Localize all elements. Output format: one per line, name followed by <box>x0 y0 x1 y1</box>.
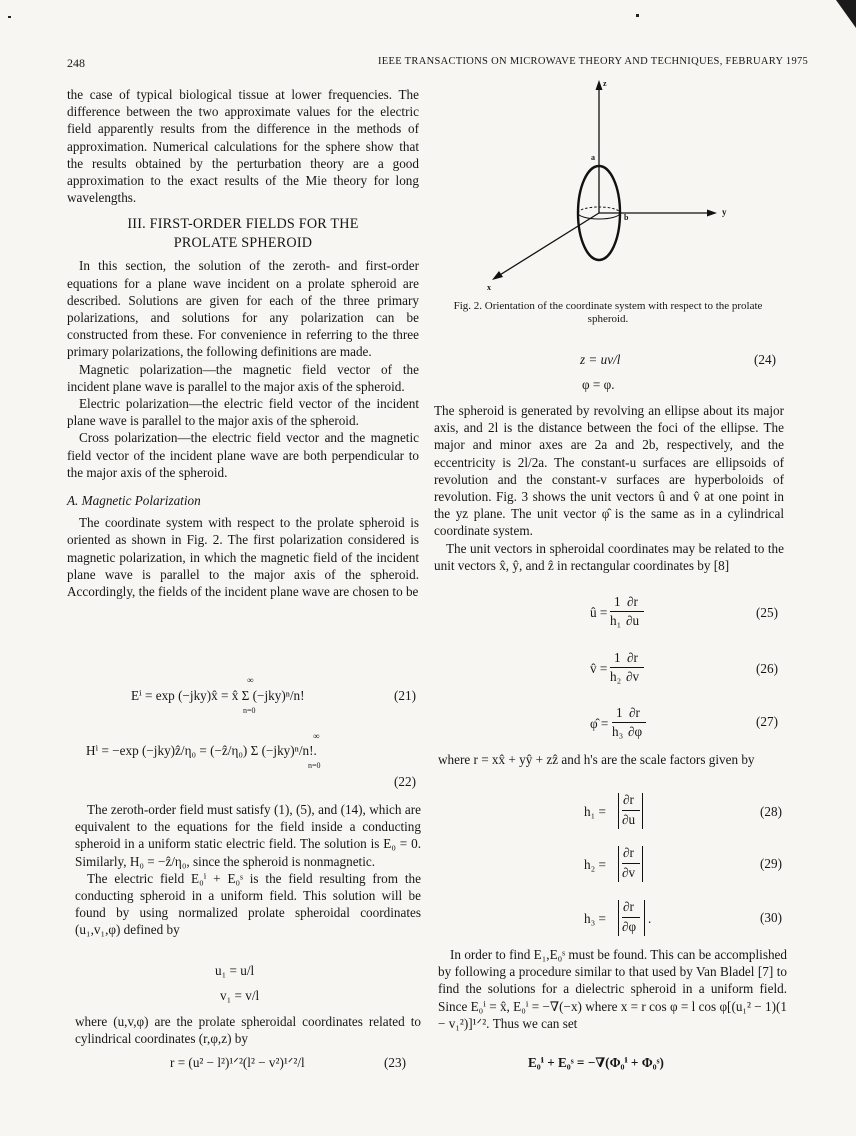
scan-mark-edge-right <box>836 0 856 28</box>
page-number: 248 <box>67 56 85 70</box>
eq30-bar-right <box>644 900 645 936</box>
section-title-line-1: III. FIRST-ORDER FIELDS FOR THE <box>127 216 359 233</box>
eq25-dr: ∂r <box>627 594 638 609</box>
eq30-frac-line <box>622 917 640 918</box>
sum-lower-21: n=0 <box>243 706 256 715</box>
eq26-dr: ∂r <box>627 650 638 665</box>
equation-u1: u₁ = u/l <box>215 963 255 978</box>
right-column-lower <box>438 946 787 1032</box>
eq27-denominator: h₃ <box>612 724 624 739</box>
equation-22: Hⁱ = −exp (−jky)ẑ/η₀ = (−ẑ/η₀) Σ (−jky)ⁿ/n!. <box>86 743 317 758</box>
axis-label-x: x <box>487 283 491 292</box>
sum-upper-21: ∞ <box>247 675 254 685</box>
axis-label-y: y <box>722 207 727 217</box>
eq26-frac-top: 1 <box>614 650 621 665</box>
sum-upper-22: ∞ <box>313 731 320 741</box>
eq26-lhs: v̂ = <box>590 661 608 676</box>
eq29-dr: ∂r <box>623 845 634 860</box>
equation-number-21: (21) <box>394 688 416 703</box>
eq25-frac-top: 1 <box>614 594 621 609</box>
semi-axis-label-b: b <box>624 213 629 222</box>
eq28-frac-line <box>622 810 640 811</box>
eq25-frac-line <box>610 611 644 612</box>
equation-number-26: (26) <box>756 661 778 676</box>
spheroid-equator-front <box>578 213 620 219</box>
equation-21: Eⁱ = exp (−jky)x̂ = x̂ Σ (−jky)ⁿ/n! <box>131 688 305 703</box>
figure-caption: Fig. 2. Orientation of the coordinate system with respect to the prolate spheroid. <box>453 300 763 325</box>
equation-23: r = (u² − l²)¹ᐟ²(l² − v²)¹ᐟ²/l <box>170 1055 305 1070</box>
eq28-dr: ∂r <box>623 792 634 807</box>
equation-number-24: (24) <box>754 352 776 367</box>
eq25-denominator: h₁ <box>610 613 622 628</box>
eq27-lhs: φ̂ = <box>590 716 609 731</box>
eq25-du: ∂u <box>626 613 640 628</box>
y-axis-arrow <box>707 210 717 217</box>
scan-mark-top-right <box>636 14 639 17</box>
figure-2-diagram <box>480 78 760 303</box>
eq28-bar-left <box>618 793 619 829</box>
eq29-frac-line <box>622 863 640 864</box>
scale-factors-paragraph: where r = xx̂ + yŷ + zẑ and h's are the scale factors given by <box>438 752 755 767</box>
semi-axis-label-a: a <box>591 153 595 162</box>
eq27-frac-top: 1 <box>616 705 623 720</box>
where-paragraph: where (u,v,φ) are the prolate spheroidal coordinates related to cylindrical coordinates (r,φ,z) by <box>75 1014 421 1047</box>
equation-number-27: (27) <box>756 714 778 729</box>
eq30-dr: ∂r <box>623 899 634 914</box>
right-column-upper <box>434 402 784 574</box>
equation-number-30: (30) <box>760 910 782 925</box>
zeroth-order-paragraph: The zeroth-order field must satisfy (1), (5), and (14), which are equivalent to the equations for the field inside a conducting spheroid in a uniform static electric field. The solution is E₀ = 0. Similarly, H₀ = −ẑ/η₀, since the spheroid is nonmagnetic. <box>75 802 421 869</box>
eq26-denominator: h₂ <box>610 669 622 684</box>
eq26-frac-line <box>610 667 644 668</box>
electric-polarization-definition: Electric polarization—the electric field vector of the incident plane wave is parallel to the major axis of the spheroid. <box>67 396 419 429</box>
equation-number-23: (23) <box>384 1055 406 1070</box>
eq25-lhs: û = <box>590 605 608 620</box>
order-paragraph: In order to find E₁,E₀ˢ must be found. This can be accomplished by following a procedure similar to that used by Van Bladel [7] to find the solutions for a dielectric spheroid in a uniform field. Since E₀ⁱ = x̂, E₀ⁱ = −∇(−x) where x = r cos φ = l cos φ[(u₁² − 1)(1 − v₁²)]¹ᐟ². Thus we can set <box>438 947 787 1031</box>
spheroid-generation-paragraph: The spheroid is generated by revolving an ellipse about its major axis, and 2l is the distance between the foci of the ellipse. The major and minor axes are 2a and 2b, respectively, and the eccentricity is 2l/2a. The constant-u surfaces are ellipsoids of revolution and the constant-v surfaces are hyperboloids of revolution. Fig. 3 shows the unit vectors û and v̂ at one point in the yz plane. The unit vector φ̂ is the same as in a cylindrical coordinate system. <box>434 403 784 539</box>
eq26-dv: ∂v <box>626 669 640 684</box>
equation-final: E₀ⁱ + E₀ˢ = −∇(Φ₀ⁱ + Φ₀ˢ) <box>528 1055 664 1070</box>
eq27-frac-line <box>612 722 646 723</box>
scan-mark-top-left <box>8 16 11 18</box>
eq29-bar-right <box>642 846 643 882</box>
equation-number-29: (29) <box>760 856 782 871</box>
eq28-bar-right <box>642 793 643 829</box>
x-axis-arrow <box>492 271 503 280</box>
eq30-bar-left <box>618 900 619 936</box>
eq30-period: . <box>648 911 652 926</box>
section-title <box>67 215 419 253</box>
coordinate-paragraph: The coordinate system with respect to the prolate spheroid is oriented as shown in Fig. 2. The first polarization considered is magnetic polarization, in which the magnetic field of the incident plane wave is parallel to the major axis of the spheroid. Accordingly, the fields of the incident plane wave are chosen to be <box>67 515 419 600</box>
equation-number-25: (25) <box>756 605 778 620</box>
right-column-scale <box>438 751 784 768</box>
equation-number-22: (22) <box>394 774 416 789</box>
unit-vectors-paragraph: The unit vectors in spheroidal coordinates may be related to the unit vectors x̂, ŷ, and ẑ in rectangular coordinates by [8] <box>434 540 784 573</box>
section-paragraph: In this section, the solution of the zeroth- and first-order equations for a plane wave incident on a prolate spheroid are described. Solutions are given for each of the three primary polarizations, and solutions for any polarization can be constructed from these. For convenience in referring to the three primary polarizations, the following definitions are made. <box>67 258 419 360</box>
axis-label-z: z <box>603 79 607 88</box>
journal-header: IEEE TRANSACTIONS ON MICROWAVE THEORY AND TECHNIQUES, FEBRUARY 1975 <box>378 56 809 67</box>
z-axis-arrow <box>596 80 603 90</box>
magnetic-polarization-definition: Magnetic polarization—the magnetic field vector of the incident plane wave is parallel to the major axis of the spheroid. <box>67 361 419 394</box>
eq29-bar-left <box>618 846 619 882</box>
subsection-title: A. Magnetic Polarization <box>67 493 201 509</box>
intro-paragraph: the case of typical biological tissue at lower frequencies. The difference between the two approximate values for the electric field apparently results from the difference in the methods of approximation. Numerical calculations for the sphere show that the results obtained by the perturbation theory are a good approximation to the exact results of the Mie theory for long wavelengths. <box>67 87 419 206</box>
eq27-dr: ∂r <box>629 705 640 720</box>
eq27-dphi: ∂φ <box>628 724 643 739</box>
equation-24a: z = uv/l <box>580 352 621 367</box>
left-column-where <box>75 1013 421 1047</box>
equation-number-28: (28) <box>760 804 782 819</box>
eq28-lhs: h₁ = <box>584 804 606 819</box>
field-paragraph: The electric field E₀ⁱ + E₀ˢ is the field resulting from the conducting spheroid in a uniform field. This solution will be found by using normalized prolate spheroidal coordinates (u₁,v₁,φ) defined by <box>75 870 421 938</box>
equation-v1: v₁ = v/l <box>220 988 260 1003</box>
section-title-line-2: PROLATE SPHEROID <box>173 235 313 252</box>
sum-lower-22: n=0 <box>308 761 321 770</box>
eq30-lhs: h₃ = <box>584 911 606 926</box>
left-column-lower <box>75 801 421 939</box>
eq29-lhs: h₂ = <box>584 857 606 872</box>
cross-polarization-definition: Cross polarization—the electric field vector and the magnetic field vector of the incident plane wave are both perpendicular to the major axis of the spheroid. <box>67 430 419 480</box>
eq28-du: ∂u <box>622 812 636 827</box>
left-column <box>67 86 419 600</box>
equation-24b: φ = φ. <box>582 377 615 392</box>
eq29-dv: ∂v <box>622 865 636 880</box>
eq30-dphi: ∂φ <box>622 919 637 934</box>
